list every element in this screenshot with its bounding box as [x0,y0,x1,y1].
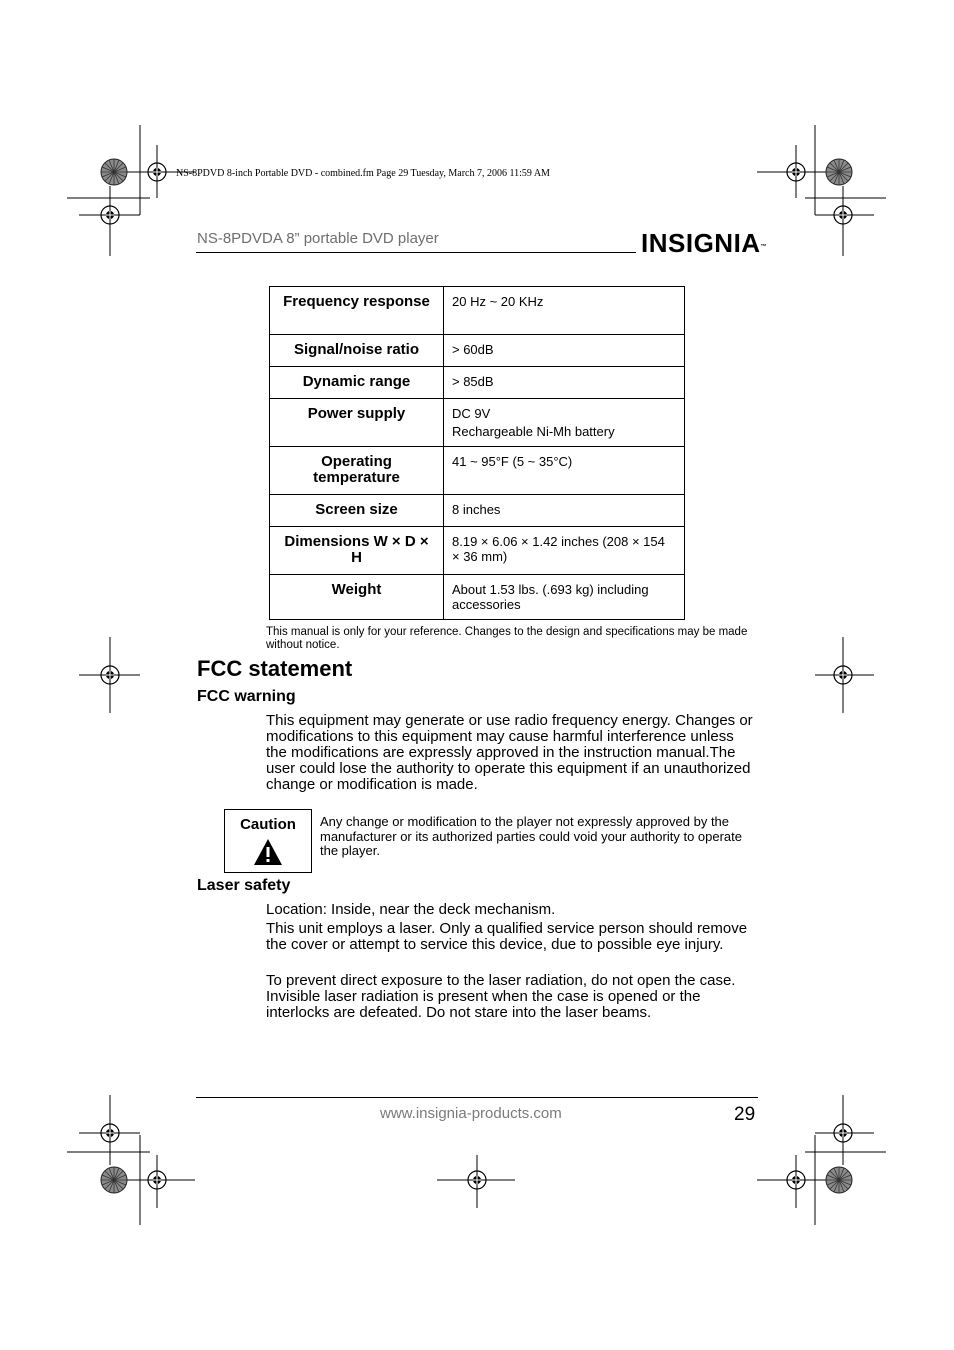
spec-value-text: About 1.53 lbs. (.693 kg) including accessories [452,582,649,612]
spec-value-text: 41 ~ 95°F (5 ~ 35°C) [452,454,573,469]
spec-label: Dynamic range [270,367,444,399]
spec-value-line2: Rechargeable Ni-Mh battery [452,424,615,439]
spec-value [444,335,685,367]
footer-url: www.insignia-products.com [380,1105,562,1122]
spec-label: Operating temperature [270,447,444,495]
spec-value [444,447,685,495]
spec-value [444,527,685,575]
section-title: FCC statement [197,656,353,681]
print-header: NS-8PDVD 8-inch Portable DVD - combined.fm Page 29 Tuesday, March 7, 2006 11:59 AM [176,168,550,179]
specifications-table [269,286,685,620]
spec-value [444,287,685,335]
laser-paragraph-1: Location: Inside, near the deck mechanism. [266,901,556,918]
spec-value-text: 8.19 × 6.06 × 1.42 inches (208 × 154 × 36 mm) [452,534,665,564]
spec-label: Power supply [270,399,444,447]
table-row [270,447,685,495]
caution-label: Caution [240,816,296,833]
table-row [270,287,685,335]
table-row [270,335,685,367]
laser-paragraph-3: To prevent direct exposure to the laser radiation, do not open the case. Invisible laser radiation is present when the case is opened or the interlocks are defeated. Do not stare into the laser beams. [266,972,736,1021]
fcc-warning-text: This equipment may generate or use radio frequency energy. Changes or modifications to this equipment may cause harmful interference unless the modifications are expressly approved in the instruction manual.The user could lose the authority to operate this equipment if an unauthorized change or modification is made. [266,712,753,793]
table-row [270,527,685,575]
spec-value [444,495,685,527]
caution-box [224,809,312,873]
table-row [270,575,685,620]
spec-value [444,575,685,620]
laser-safety-heading: Laser safety [197,877,291,894]
header-rule [196,252,636,253]
spec-label: Frequency response [270,287,444,335]
spec-value-text: DC 9V [452,406,491,421]
spec-label: Screen size [270,495,444,527]
table-row [270,367,685,399]
spec-value [444,367,685,399]
logo-text: INSIGNIA [641,228,761,258]
logo-trademark: ™ [760,244,768,250]
fcc-warning-heading: FCC warning [197,688,296,705]
spec-value-text: > 60dB [452,342,494,357]
footer-rule [196,1097,758,1098]
running-title: NS-8PDVDA 8” portable DVD player [197,230,439,247]
spec-note: This manual is only for your reference. Changes to the design and specifications may be made without notice. [266,626,748,651]
insignia-logo [641,227,767,259]
spec-value [444,399,685,447]
spec-value-text: 20 Hz ~ 20 KHz [452,294,544,309]
spec-label: Signal/noise ratio [270,335,444,367]
spec-label: Dimensions W × D × H [270,527,444,575]
caution-text: Any change or modification to the player not expressly approved by the manufacturer or its authorized parties could void your authority to operate the player. [320,814,743,858]
page-number: 29 [734,1104,756,1125]
table-row [270,495,685,527]
spec-value-text: 8 inches [452,502,501,517]
warning-triangle-icon [253,838,283,866]
spec-value-text: > 85dB [452,374,494,389]
laser-paragraph-2: This unit employs a laser. Only a qualified service person should remove the cover or attempt to service this device, due to possible eye injury. [266,920,748,953]
table-row [270,399,685,447]
spec-label: Weight [270,575,444,620]
